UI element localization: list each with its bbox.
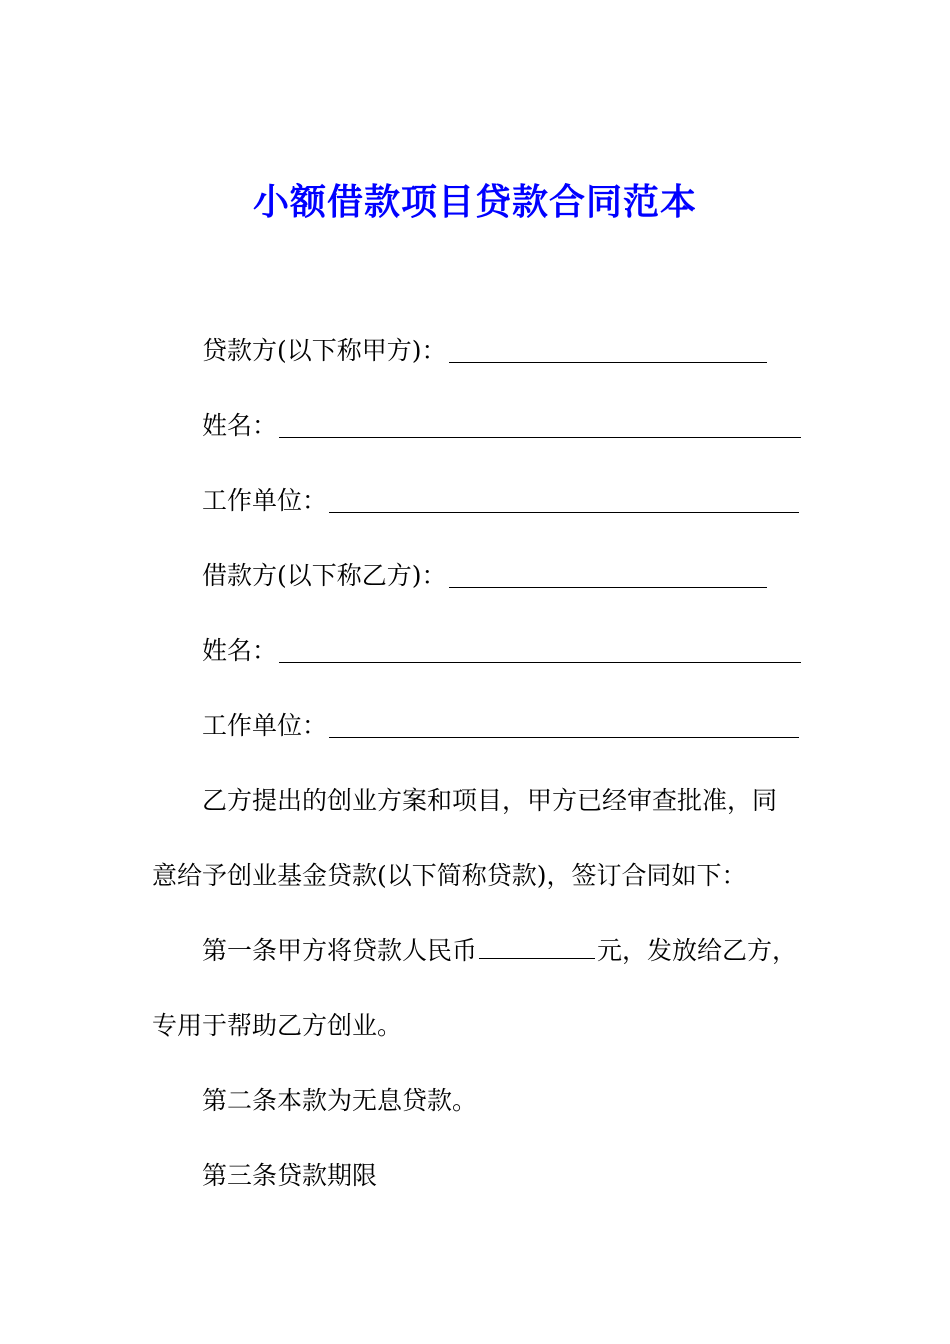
lender-work-blank[interactable] <box>329 490 799 513</box>
borrower-name-field <box>202 633 801 669</box>
lender-name-field <box>202 408 801 444</box>
amount-blank[interactable] <box>479 936 595 959</box>
borrower-blank[interactable] <box>449 565 767 588</box>
borrower-work-label: 工作单位： <box>202 711 328 740</box>
lender-work-field <box>202 483 799 519</box>
article-1-post: 元，发放给乙方， <box>597 936 798 965</box>
borrower-name-blank[interactable] <box>279 640 801 663</box>
lender-work-label: 工作单位： <box>202 486 328 515</box>
document-title: 小额借款项目贷款合同范本 <box>252 182 697 223</box>
lender-name-label: 姓名： <box>202 411 278 440</box>
article-1-pre: 第一条甲方将贷款人民币 <box>202 936 478 965</box>
lender-field <box>202 333 767 369</box>
borrower-work-field <box>202 708 799 744</box>
intro-line-1: 乙方提出的创业方案和项目，甲方已经审查批准，同 <box>202 786 778 815</box>
borrower-work-blank[interactable] <box>329 715 799 738</box>
borrower-field <box>202 558 767 594</box>
article-1-line-2: 专用于帮助乙方创业。 <box>152 1011 403 1040</box>
borrower-label: 借款方(以下称乙方)： <box>202 561 447 590</box>
article-2: 第二条本款为无息贷款。 <box>202 1086 478 1115</box>
lender-blank[interactable] <box>449 340 767 363</box>
intro-line-2: 意给予创业基金贷款(以下简称贷款)，签订合同如下： <box>152 861 747 890</box>
lender-name-blank[interactable] <box>279 415 801 438</box>
borrower-name-label: 姓名： <box>202 636 278 665</box>
article-3: 第三条贷款期限 <box>202 1161 378 1190</box>
article-1-line-1 <box>202 933 797 969</box>
lender-label: 贷款方(以下称甲方)： <box>202 336 447 365</box>
